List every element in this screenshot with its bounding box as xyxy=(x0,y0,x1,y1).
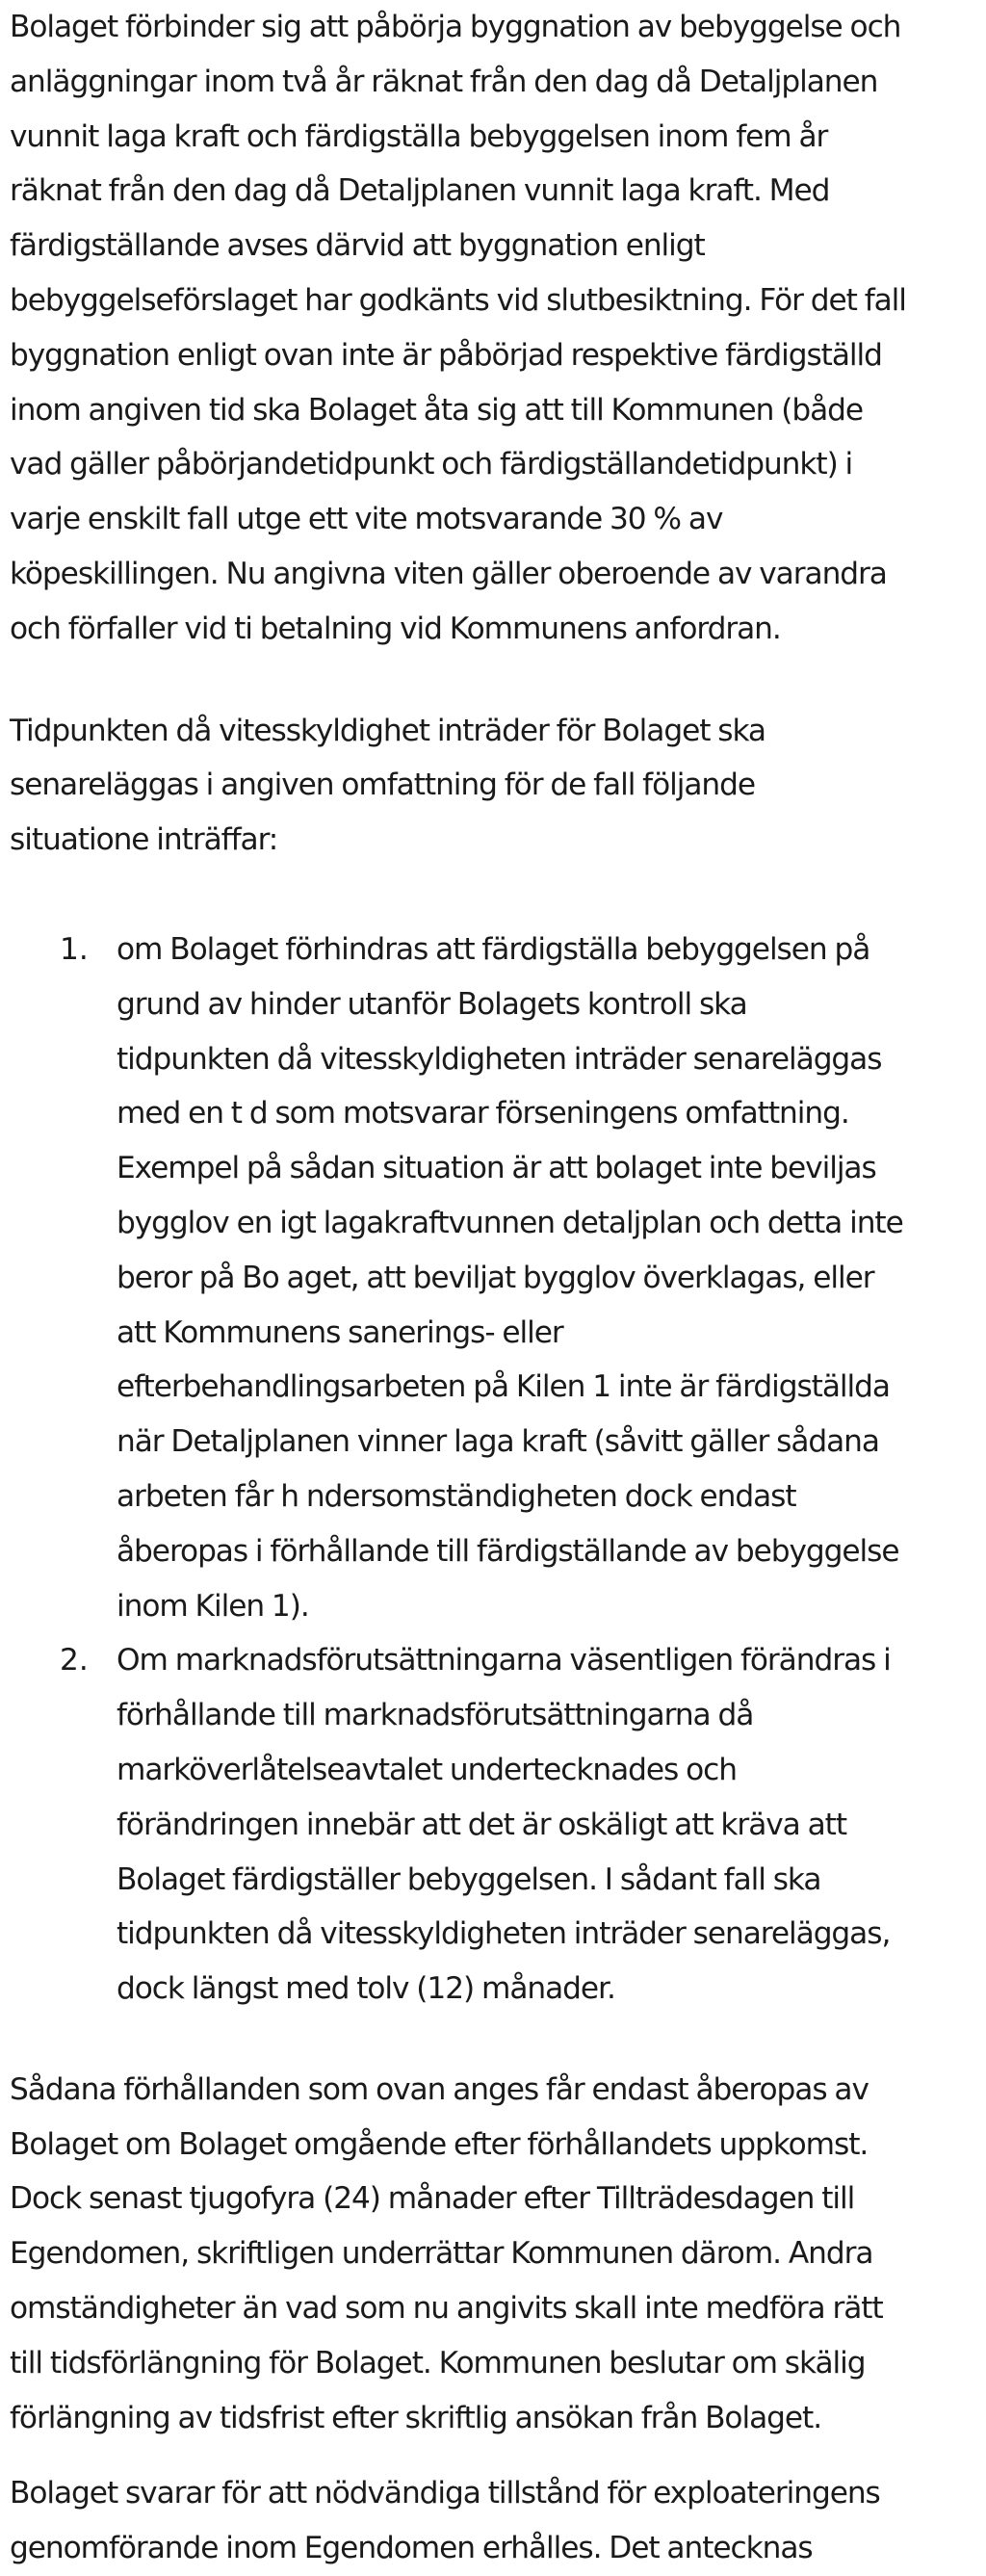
text-line: med en t d som motsvarar förseningens omfattning. xyxy=(117,1096,849,1132)
paragraph-permits xyxy=(10,2466,982,2576)
text-line: förhållande till marknadsförutsättningarna då xyxy=(117,1698,754,1733)
paragraph-penalty-timing xyxy=(10,704,982,868)
text-line: situatione inträffar: xyxy=(10,822,278,858)
list-item-number: 2. xyxy=(60,1643,89,1678)
text-line: räknat från den dag då Detaljplanen vunnit laga kraft. Med xyxy=(10,173,830,209)
paragraph-building-obligation xyxy=(10,0,982,657)
text-line: dock längst med tolv (12) månader. xyxy=(117,1971,615,2007)
list-item-text xyxy=(117,1633,982,2017)
text-line: genomförande inom Egendomen erhålles. Det antecknas xyxy=(10,2531,813,2566)
text-line: att Kommunens sanerings- eller xyxy=(117,1314,563,1350)
list-item-text xyxy=(117,923,982,1633)
text-line: marköverlåtelseavtalet undertecknades och xyxy=(117,1752,737,1787)
text-line: grund av hinder utanför Bolagets kontroll ska xyxy=(117,986,747,1022)
text-line: förändringen innebär att det är oskäligt att kräva att xyxy=(117,1807,847,1842)
paragraph-spacer xyxy=(10,868,982,923)
numbered-list xyxy=(10,923,982,2017)
text-line: färdigställande avses därvid att byggnation enligt xyxy=(10,228,705,264)
text-line: tidpunkten då vitesskyldigheten inträder senareläggas xyxy=(117,1041,882,1077)
text-line: och förfaller vid ti betalning vid Kommunens anfordran. xyxy=(10,611,781,646)
text-line: tidpunkten då vitesskyldigheten inträder senareläggas, xyxy=(117,1916,891,1952)
text-line: inom Kilen 1). xyxy=(117,1588,309,1624)
text-line: beror på Bo aget, att beviljat bygglov överklagas, eller xyxy=(117,1260,874,1295)
text-line: Om marknadsförutsättningarna väsentligen förändras i xyxy=(117,1643,891,1678)
text-line: varje enskilt fall utge ett vite motsvarande 30 % av xyxy=(10,502,723,537)
text-line: Tidpunkten då vitesskyldighet inträder för Bolaget ska xyxy=(10,713,765,748)
paragraph-spacer xyxy=(10,2445,982,2466)
text-line: när Detaljplanen vinner laga kraft (såvitt gäller sådana xyxy=(117,1424,879,1460)
text-line: arbeten får h ndersomständigheten dock endast xyxy=(117,1478,796,1514)
text-line: inom angiven tid ska Bolaget åta sig att till Kommunen (både xyxy=(10,392,864,428)
text-line: åberopas i förhållande till färdigställande av bebyggelse xyxy=(117,1533,899,1569)
paragraph-spacer xyxy=(10,657,982,704)
text-line: om Bolaget förhindras att färdigställa bebyggelsen på xyxy=(117,931,870,967)
text-line: anläggningar inom två år räknat från den dag då Detaljplanen xyxy=(10,64,878,99)
text-line: Bolaget svarar för att nödvändiga tillstånd för exploateringens xyxy=(10,2476,880,2511)
text-line: bebyggelseförslaget har godkänts vid slutbesiktning. För det fall xyxy=(10,282,906,318)
text-line: vunnit laga kraft och färdigställa bebyggelsen inom fem år xyxy=(10,118,828,154)
text-line: Exempel på sådan situation är att bolaget inte beviljas xyxy=(117,1151,876,1186)
text-line: omständigheter än vad som nu angivits skall inte medföra rätt xyxy=(10,2291,883,2327)
document-page xyxy=(10,0,982,2576)
list-item-number: 1. xyxy=(60,931,89,967)
text-line: efterbehandlingsarbeten på Kilen 1 inte är färdigställda xyxy=(117,1369,890,1405)
text-line: Dock senast tjugofyra (24) månader efter Tillträdesdagen till xyxy=(10,2181,855,2217)
text-line: byggnation enligt ovan inte är påbörjad respektive färdigställd xyxy=(10,337,882,373)
text-line: vad gäller påbörjandetidpunkt och färdigställandetidpunkt) i xyxy=(10,447,853,482)
text-line: köpeskillingen. Nu angivna viten gäller oberoende av varandra xyxy=(10,556,887,591)
list-item xyxy=(10,923,982,1633)
text-line: senareläggas i angiven omfattning för de fall följande xyxy=(10,768,756,803)
text-line: Bolaget färdigställer bebyggelsen. I sådant fall ska xyxy=(117,1861,821,1897)
list-item xyxy=(10,1633,982,2017)
text-line: Sådana förhållanden som ovan anges får endast åberopas av xyxy=(10,2071,869,2107)
paragraph-spacer xyxy=(10,2017,982,2063)
text-line: förlängning av tidsfrist efter skriftlig ansökan från Bolaget. xyxy=(10,2400,822,2435)
text-line: till tidsförlängning för Bolaget. Kommunen beslutar om skälig xyxy=(10,2345,866,2381)
text-line: Egendomen, skriftligen underrättar Kommunen därom. Andra xyxy=(10,2236,873,2272)
text-line: Bolaget förbinder sig att påbörja byggnation av bebyggelse och xyxy=(10,10,901,44)
paragraph-invoking-circumstances xyxy=(10,2063,982,2446)
text-line: bygglov en igt lagakraftvunnen detaljplan och detta inte xyxy=(117,1205,903,1240)
text-line: Bolaget om Bolaget omgående efter förhållandets uppkomst. xyxy=(10,2126,869,2162)
